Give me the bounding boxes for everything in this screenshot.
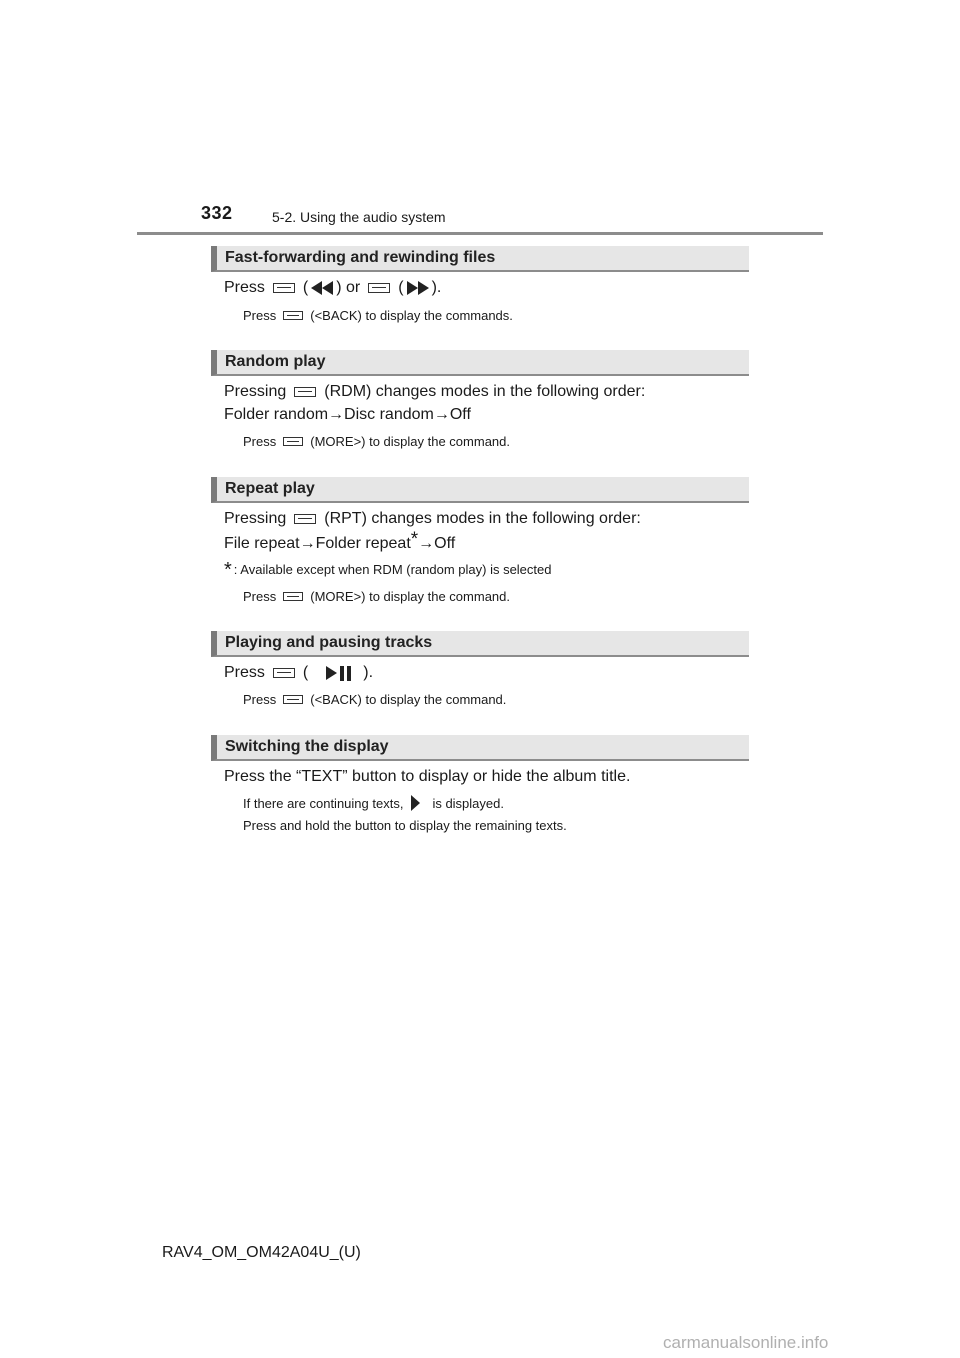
section-heading-random-play: Random play [211, 350, 749, 376]
display-note-continuing: If there are continuing texts, is displayed. [243, 795, 504, 811]
random-note: Press (MORE>) to display the command. [243, 434, 511, 449]
page-number: 332 [201, 203, 233, 223]
chapter-title: 5-2. Using the audio system [272, 209, 446, 225]
repeat-order: File repeat→Folder repeat * →Off [224, 529, 456, 552]
repeat-note: Press (MORE>) to display the command. [243, 589, 511, 604]
rewind-icon [311, 281, 333, 295]
section-heading-repeat-play: Repeat play [211, 477, 749, 503]
screen-button-icon [283, 592, 303, 601]
section-heading-play-pause: Playing and pausing tracks [211, 631, 749, 657]
screen-button-icon [283, 311, 303, 320]
section-heading-switch-display: Switching the display [211, 735, 749, 761]
random-instruction: Pressing (RDM) changes modes in the following order: [224, 383, 646, 400]
play-pause-icon [326, 666, 351, 681]
play-instruction: Press ( ). [224, 664, 374, 681]
repeat-instruction: Pressing (RPT) changes modes in the following order: [224, 510, 641, 527]
screen-button-icon [294, 514, 316, 524]
screen-button-icon [283, 437, 303, 446]
ff-instruction: Press ( ) or ( ). [224, 279, 442, 296]
screen-button-icon [273, 283, 295, 293]
random-order: Folder random→Disc random→Off [224, 406, 471, 423]
header-divider [137, 232, 823, 235]
screen-button-icon [368, 283, 390, 293]
repeat-footnote: * : Available except when RDM (random play) is selected [224, 559, 552, 581]
display-instruction: Press the “TEXT” button to display or hide the album title. [224, 768, 631, 785]
display-note-hold: Press and hold the button to display the remaining texts. [243, 818, 567, 833]
screen-button-icon [283, 695, 303, 704]
play-note: Press (<BACK) to display the command. [243, 692, 507, 707]
section-heading-fast-forward: Fast-forwarding and rewinding files [211, 246, 749, 272]
screen-button-icon [294, 387, 316, 397]
screen-button-icon [273, 668, 295, 678]
document-code: RAV4_OM_OM42A04U_(U) [162, 1244, 361, 1261]
watermark: carmanualsonline.info [663, 1333, 829, 1352]
ff-note: Press (<BACK) to display the commands. [243, 308, 513, 323]
continue-arrow-icon [411, 795, 420, 811]
fast-forward-icon [407, 281, 429, 295]
